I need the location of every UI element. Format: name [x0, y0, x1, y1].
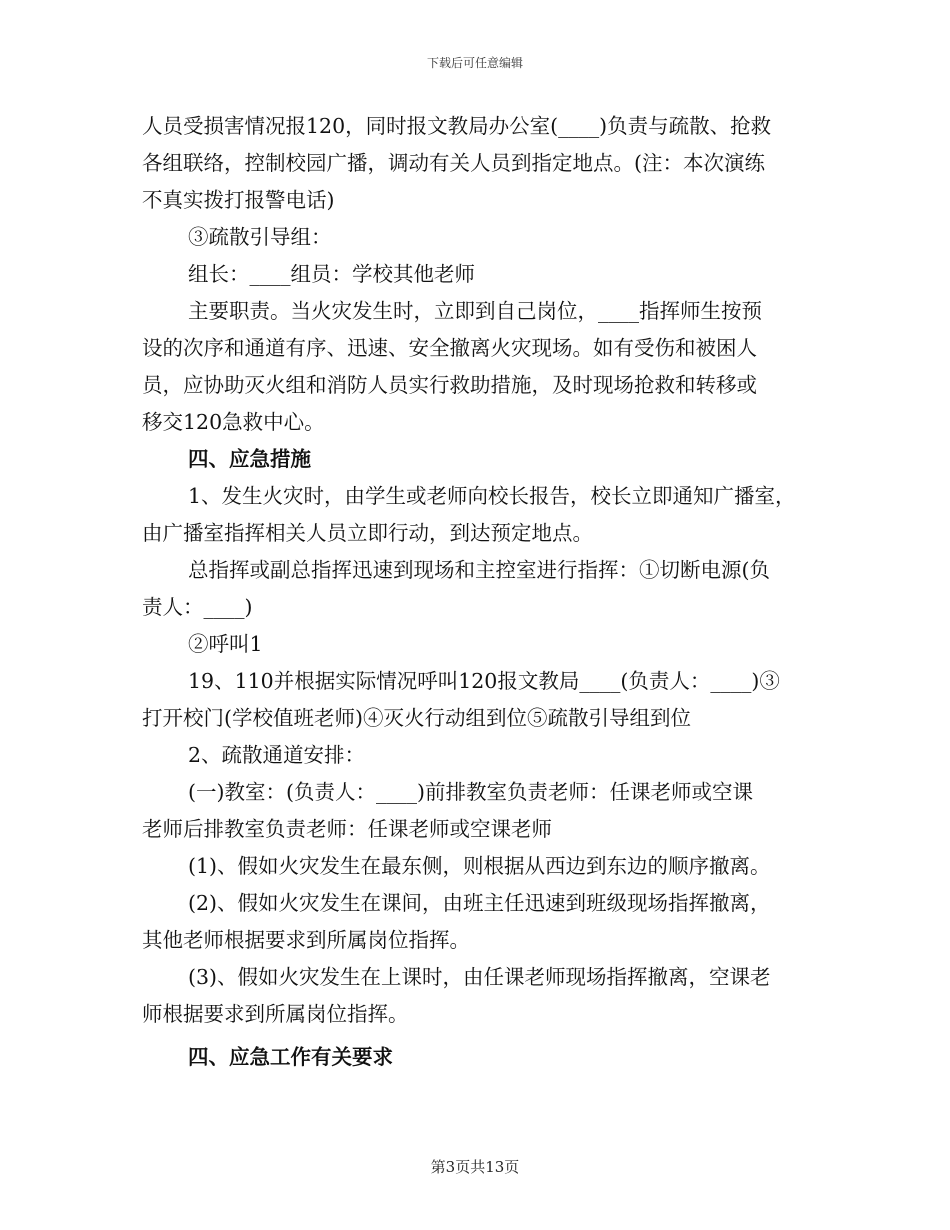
section-heading: 四、应急措施: [188, 447, 311, 471]
text-line: 不真实拨打报警电话): [142, 188, 335, 212]
text-line: 由广播室指挥相关人员立即行动，到达预定地点。: [142, 521, 593, 545]
text-line: 其他老师根据要求到所属岗位指挥。: [142, 928, 470, 952]
text-line: 1、发生火灾时，由学生或老师向校长报告，校长立即通知广播室，: [188, 484, 796, 508]
text-line: 师根据要求到所属岗位指挥。: [142, 1002, 409, 1026]
text-line: 组长：____组员：学校其他老师: [188, 262, 475, 286]
text-line: (1)、假如火灾发生在最东侧，则根据从西边到东边的顺序撤离。: [188, 854, 771, 878]
document-body: [142, 108, 810, 1076]
text-line: 责人：____): [142, 595, 253, 619]
section-heading: 四、应急工作有关要求: [188, 1045, 393, 1069]
text-line: 设的次序和通道有序、迅速、安全撤离火灾现场。如有受伤和被困人: [142, 336, 757, 360]
text-line: 总指挥或副总指挥迅速到现场和主控室进行指挥：①切断电源(负: [188, 558, 770, 582]
text-line: (2)、假如火灾发生在课间，由班主任迅速到班级现场指挥撤离，: [188, 891, 771, 915]
text-line: 移交120急救中心。: [142, 410, 325, 434]
page-footer: 第3页共13页: [430, 1158, 520, 1176]
text-line: 人员受损害情况报120，同时报文教局办公室(____)负责与疏散、抢救: [142, 114, 772, 138]
text-line: 员，应协助灭火组和消防人员实行救助措施，及时现场抢救和转移或: [142, 373, 757, 397]
page-header: 下载后可任意编辑: [426, 56, 523, 70]
text-line: 打开校门(学校值班老师)④灭火行动组到位⑤疏散引导组到位: [142, 706, 691, 730]
text-line: 2、疏散通道安排：: [188, 743, 366, 767]
text-line: 19、110并根据实际情况呼叫120报文教局____(负责人：____)③: [188, 669, 780, 693]
text-line: 老师后排教室负责老师：任课老师或空课老师: [142, 817, 552, 841]
text-line: (3)、假如火灾发生在上课时，由任课老师现场指挥撤离，空课老: [188, 965, 771, 989]
text-line: (一)教室：(负责人：____)前排教室负责老师：任课老师或空课: [188, 780, 753, 804]
text-line: ③疏散引导组：: [188, 225, 332, 249]
text-line: 主要职责。当火灾发生时，立即到自己岗位，____指挥师生按预: [188, 299, 762, 323]
text-line: ②呼叫1: [188, 632, 263, 656]
text-line: 各组联络，控制校园广播，调动有关人员到指定地点。(注：本次演练: [142, 151, 765, 175]
